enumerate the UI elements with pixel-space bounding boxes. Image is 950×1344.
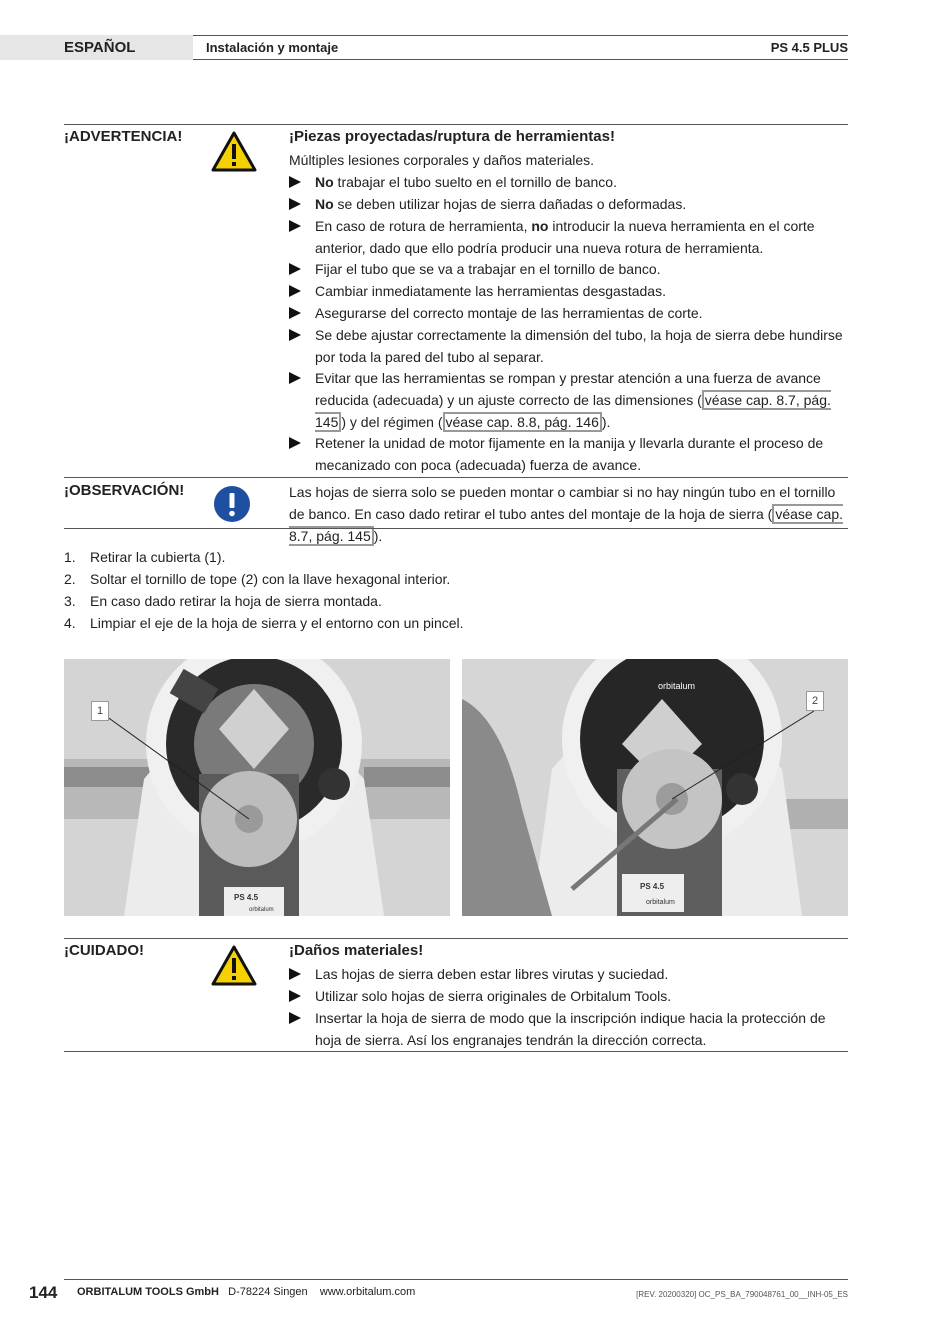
language-tab [0, 35, 193, 60]
warning-title: ¡Piezas proyectadas/ruptura de herramientas! [289, 128, 615, 145]
warning-intro: Múltiples lesiones corporales y daños materiales. [289, 152, 595, 168]
bullet-arrow-icon [289, 963, 303, 980]
bullet-arrow-icon [289, 1007, 303, 1024]
list-item: No trabajar el tubo suelto en el tornillo de banco. [289, 171, 849, 193]
bullet-arrow-icon [289, 985, 303, 1002]
list-item: Retener la unidad de motor fijamente en la manija y llevarla durante el proceso de mecanizado con poca (adecuada) fuerza de avance. [289, 432, 849, 476]
list-item: Evitar que las herramientas se rompan y prestar atención a una fuerza de avance reducida (adecuada) y un ajuste correcto de las dimensiones ( véase cap. 8.7, pág. 145 ) y del régimen ( véase cap. 8.8, pág. 146 ). [289, 367, 849, 433]
section-title: Instalación y montaje [206, 40, 339, 55]
footer-info [77, 1286, 415, 1298]
divider [64, 477, 848, 478]
caution-label: ¡CUIDADO! [64, 942, 144, 959]
bullet-arrow-icon [289, 171, 303, 188]
step-item: 4. Limpiar el eje de la hoja de sierra y el entorno con un pincel. [64, 615, 464, 631]
warning-triangle-icon [211, 944, 257, 991]
machine-model-label: PS 4.5 [234, 893, 259, 902]
note-text: Las hojas de sierra solo se pueden montar o cambiar si no hay ningún tubo en el tornillo de banco. En caso dado retirar el tubo antes del montaje de la hoja de sierra ( véase cap. 8.7, pág. 145 ). [289, 484, 844, 544]
list-item: No se deben utilizar hojas de sierra dañadas o deformadas. [289, 193, 849, 215]
brand-label: orbitalum [646, 899, 675, 906]
bullet-arrow-icon [289, 367, 303, 384]
warning-label: ¡ADVERTENCIA! [64, 128, 183, 145]
list-item: Se debe ajustar correctamente la dimensión del tubo, la hoja de sierra debe hundirse por toda la pared del tubo al separar. [289, 324, 849, 368]
warning-triangle-icon [211, 130, 257, 177]
bullet-arrow-icon [289, 215, 303, 232]
cross-reference-link[interactable]: véase cap. 8.8, pág. 146 [443, 412, 602, 432]
bullet-arrow-icon [289, 324, 303, 341]
company-name: ORBITALUM TOOLS GmbH [77, 1286, 219, 1298]
bullet-arrow-icon [289, 302, 303, 319]
bullet-arrow-icon [289, 280, 303, 297]
bullet-arrow-icon [289, 193, 303, 210]
cross-reference-link[interactable]: véase cap. 8.7, pág. 145 [289, 506, 844, 544]
bullet-arrow-icon [289, 258, 303, 275]
product-name: PS 4.5 PLUS [770, 40, 848, 55]
divider [64, 124, 848, 125]
brand-label: orbitalum [249, 907, 274, 913]
caution-title: ¡Daños materiales! [289, 942, 424, 959]
list-item: Las hojas de sierra deben estar libres virutas y suciedad. [289, 963, 849, 985]
company-website[interactable]: www.orbitalum.com [319, 1286, 416, 1298]
machine-photo-left [64, 659, 450, 916]
list-item: Utilizar solo hojas de sierra originales de Orbitalum Tools. [289, 985, 849, 1007]
bullet-arrow-icon [289, 432, 303, 449]
language-label: ESPAÑOL [64, 39, 136, 56]
company-address: D-78224 Singen [228, 1286, 308, 1298]
step-item: 2. Soltar el tornillo de tope (2) con la llave hexagonal interior. [64, 571, 451, 587]
list-item: Insertar la hoja de sierra de modo que la inscripción indique hacia la protección de hoja de sierra. Así los engranajes tendrán la dirección correcta. [289, 1007, 849, 1051]
step-item: 1. Retirar la cubierta (1). [64, 549, 226, 565]
callout-number: 1 [91, 701, 109, 721]
cross-reference-link[interactable]: véase cap. 8.7, pág. 145 [315, 392, 831, 430]
list-item: Asegurarse del correcto montaje de las herramientas de corte. [289, 302, 849, 324]
page-number: 144 [29, 1283, 58, 1302]
footer-divider [64, 1279, 848, 1280]
revision-code: [REV. 20200320] OC_PS_BA_790048761_00__INH-05_ES [636, 1290, 848, 1299]
brand-label: orbitalum [658, 681, 696, 691]
list-item: Cambiar inmediatamente las herramientas desgastadas. [289, 280, 849, 302]
step-item: 3. En caso dado retirar la hoja de sierra montada. [64, 593, 382, 609]
divider [64, 1051, 848, 1052]
info-exclamation-icon [213, 485, 251, 528]
machine-model-label: PS 4.5 [640, 882, 665, 891]
list-item: En caso de rotura de herramienta, no introducir la nueva herramienta en el corte anterior, dado que ello podría producir una nueva rotura de herramienta. [289, 215, 849, 259]
callout-number: 2 [806, 691, 824, 711]
divider [64, 528, 848, 529]
procedure-steps [64, 546, 464, 634]
machine-photo-right [462, 659, 848, 916]
note-label: ¡OBSERVACIÓN! [64, 482, 185, 499]
list-item: Fijar el tubo que se va a trabajar en el tornillo de banco. [289, 258, 849, 280]
divider [64, 938, 848, 939]
